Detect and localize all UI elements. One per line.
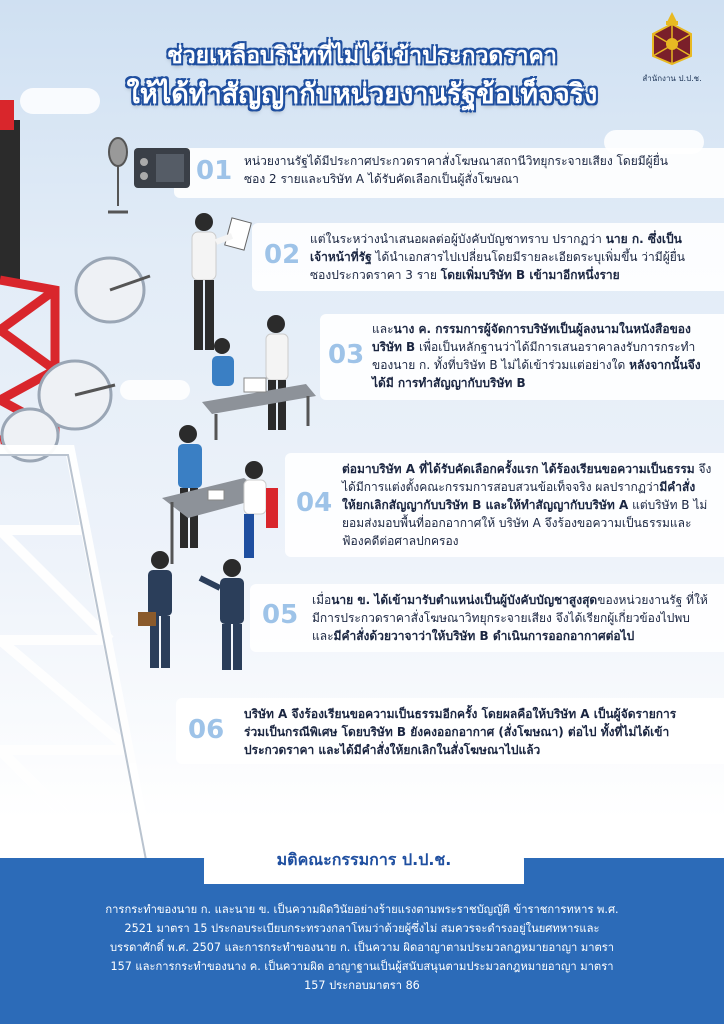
step-text-bold: นาง ค. กรรมการผู้จัดการบริษัทเป็นผู้ลงนามในหนังสือของ บริษัท B	[372, 322, 691, 354]
step-text	[310, 230, 690, 284]
two-officials-illustration	[136, 548, 256, 674]
step-text-bold: มีคำสั่ง ให้ยกเลิกสัญญากับบริษัท B และให้ทำสัญญากับบริษัท A	[342, 480, 696, 512]
step-text-bold: โดยเพิ่มบริษัท B เข้ามาอีกหนึ่งราย	[440, 268, 620, 282]
footer-title: มติคณะกรรมการ ป.ป.ช.	[276, 850, 452, 869]
step-number: 05	[262, 600, 299, 630]
step-text	[372, 320, 702, 392]
title-line-1: ช่วยเหลือบริษัทที่ไม่ได้เข้าประกวดราคา	[167, 43, 557, 69]
step-text-bold: มีคำสั่งด้วยวาจาว่าให้บริษัท B ดำเนินการออกอากาศต่อไป	[333, 629, 635, 643]
microphone-icon	[109, 138, 127, 166]
step-number: 03	[328, 340, 365, 370]
step-text-part: และ	[372, 322, 394, 336]
title-line-2: ให้ได้ทำสัญญากับหน่วยงานรัฐข้อเท็จจริง	[126, 79, 598, 110]
step-text-part: ของหน่วยงานรัฐ ที่ให้มีการประกวดราคาสั่งโฆษณาวิทยุกระจายเสียง จึงได้เรียกผู้เกี่ยวข้องไปพบ และ	[312, 593, 708, 643]
step-text-part: หน่วยงานรัฐได้มีประกาศประกวดราคาสั่งโฆษณาสถานีวิทยุกระจายเสียง โดยมีผู้ยื่นซอง 2 รายและบริษัท A ได้รับคัดเลือกเป็นผู้สั่งโฆษณา	[244, 154, 668, 186]
document-icon	[225, 218, 252, 250]
radio-microphone-illustration	[104, 132, 194, 216]
step-number: 06	[188, 715, 225, 745]
step-text-part: แต่บริษัท B ไม่ยอมส่งมอบพื้นที่ออกอากาศให้ บริษัท A จึงร้องขอความเป็นธรรมและ ฟ้องคดีต่อศาลปกครอง	[342, 498, 708, 548]
step-text	[244, 705, 684, 759]
step-text-part: แต่ในระหว่างนำเสนอผลต่อผู้บังคับบัญชาทราบ ปรากฏว่า	[310, 232, 606, 246]
footer-text: การกระทำของนาย ก. และนาย ข. เป็นความผิดวินัยอย่างร้ายแรงตามพระราชบัญญัติ ข้าราชการทหาร พ.ศ. 2521 มาตรา 15 ประกอบระเบียบกระทรวงกลาโหมว่าด้วยผู้ซึ่งไม่ สมควรจะดำรงอยู่ในยศทหารและบรรดาศักดิ์ พ.ศ. 2507 และการกระทำของนาย ก. เป็นความ ผิดอาญาตามประมวลกฎหมายอาญา มาตรา 157 และการกระทำของนาง ค. เป็นความผิด อาญาฐานเป็นผู้สนับสนุนตามประมวลกฎหมายอาญา มาตรา 157 ประกอบมาตรา 86	[105, 903, 619, 992]
step-text-part: เมื่อ	[312, 593, 332, 607]
briefcase-icon	[138, 612, 156, 626]
step-number: 01	[196, 156, 233, 186]
step-text	[342, 460, 712, 550]
document-icon	[208, 490, 224, 500]
step-text-part: ได้นำเอกสารไปเปลี่ยนโดยมีรายละเอียดระบุเพิ่มขึ้น ว่ามีผู้ยื่นซองประกวดราคา 3 ราย	[310, 250, 685, 282]
step-number: 04	[296, 488, 333, 518]
logo-caption: สำนักงาน ป.ป.ช.	[642, 74, 702, 83]
step-text-bold: นาย ข. ได้เข้ามารับตำแหน่งเป็นผู้บังคับบัญชาสูงสุด	[331, 593, 598, 607]
step-text-part: เพื่อเป็นหลักฐานว่าได้มีการเสนอราคาลงรับการกระทำ ของนาย ก. ทั้งที่บริษัท B ไม่ได้เข้าร่วมแต่อย่างใด	[372, 340, 696, 372]
step-text-bold: นาย ก. ซึ่งเป็นเจ้าหน้าที่รัฐ	[310, 232, 682, 264]
laptop-icon	[244, 378, 266, 392]
step-number: 02	[264, 240, 301, 270]
step-text-part: จึงได้มีการแต่งตั้งคณะกรรมการสอบสวนข้อเท็จจริง ผลปรากฏว่า	[342, 462, 712, 494]
step-text-bold: บริษัท A จึงร้องเรียนขอความเป็นธรรมอีกครั้ง โดยผลคือให้บริษัท A เป็นผู้จัดรายการ ร่วมเป็นกรณีพิเศษ โดยบริษัท B ยังคงออกอากาศ (สั่งโฆษณา) ต่อไป ทั้งที่ไม่ได้เข้าประกวดราคา และได้มีคำสั่งให้ยกเลิกในสั่งโฆษณาไปแล้ว	[244, 707, 677, 757]
step-text-bold: ต่อมาบริษัท A ที่ได้รับคัดเลือกครั้งแรก ได้ร้องเรียนขอความเป็นธรรม	[342, 462, 695, 476]
step-text	[244, 152, 676, 188]
step-text	[312, 591, 708, 645]
step-text-bold: หลังจากนั้นจึงได้มี การทำสัญญากับบริษัท B	[372, 358, 701, 390]
